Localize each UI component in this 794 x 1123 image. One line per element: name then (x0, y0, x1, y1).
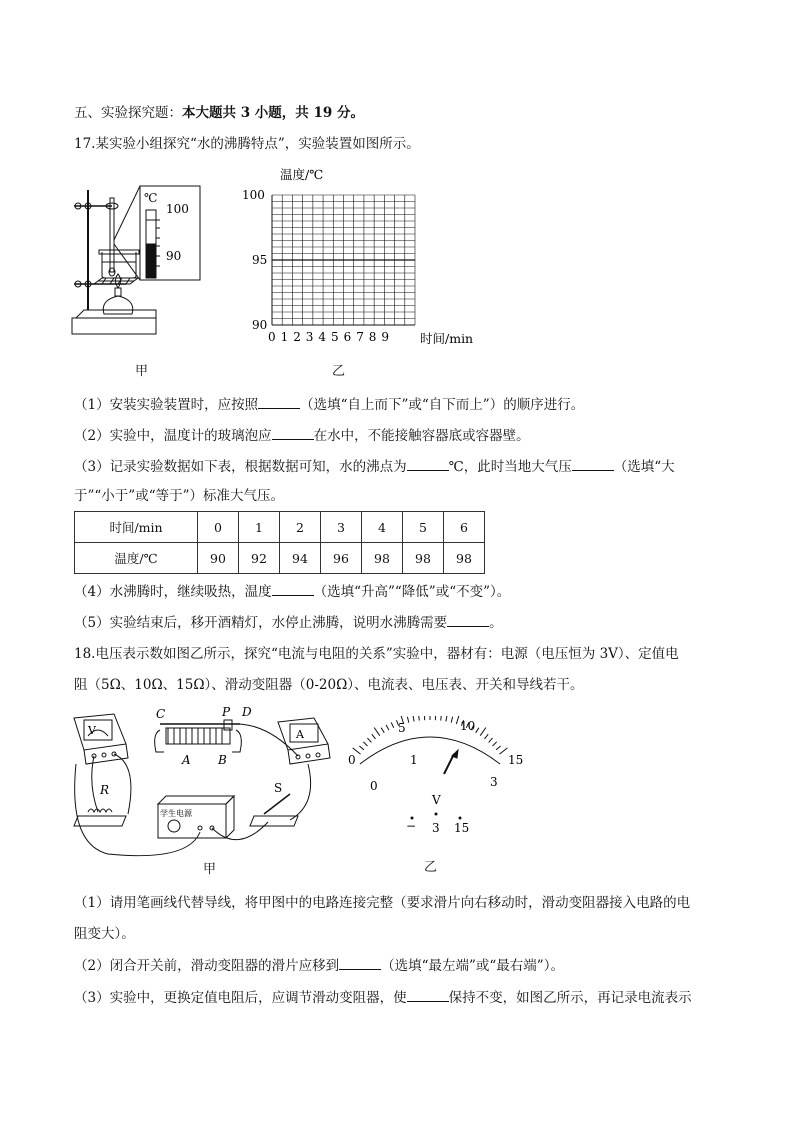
graph-x-axis-label: 时间/min (420, 331, 474, 346)
graph-x-tick: 0 (268, 330, 276, 344)
q18-stem-line2: 阻（5Ω、10Ω、15Ω）、滑动变阻器（0-20Ω）、电流表、电压表、开关和导线若干。 (74, 677, 584, 693)
dial-top-15: 15 (508, 753, 524, 767)
q18-voltmeter-dial (340, 716, 530, 840)
table-row (75, 543, 485, 574)
q17-temperature-graph (240, 165, 490, 350)
table-cell: 0 (198, 512, 239, 543)
table-cell: 2 (280, 512, 321, 543)
graph-x-tick: 3 (305, 330, 314, 344)
table-cell: 98 (444, 543, 485, 574)
graph-y-axis-label: 温度/℃ (280, 167, 324, 182)
q17-data-table (74, 511, 485, 574)
table-cell: 6 (444, 512, 485, 543)
answer-blank[interactable] (572, 456, 614, 471)
table-cell: 98 (362, 543, 403, 574)
answer-blank[interactable] (272, 425, 314, 440)
power-supply-label: 学生电源 (160, 809, 192, 818)
q18-circuit-figure (68, 704, 340, 860)
terminal-A-label: A (182, 753, 191, 767)
q17-part3-cont: 于”“小于”或“等于”）标准大气压。 (74, 488, 285, 504)
dial-terminal-15: 15 (454, 821, 470, 835)
slider-P-label: P (222, 705, 231, 719)
table-row (75, 512, 485, 543)
graph-x-tick: 9 (381, 330, 390, 344)
thermometer-unit: ℃ (144, 191, 158, 205)
answer-blank[interactable] (339, 955, 381, 970)
q17-fig-jia-label: 甲 (135, 364, 149, 379)
q17-fig-yi-label: 乙 (332, 364, 346, 379)
table-header-time: 时间/min (75, 512, 198, 543)
resistor-R-label: R (100, 783, 110, 797)
q18-stem-line1: 18.电压表示数如图乙所示，探究“电流与电阻的关系”实验中，器材有：电源（电压恒为 3V）、定值电 (74, 646, 679, 662)
graph-y-tick-95: 95 (252, 253, 268, 267)
table-cell: 3 (321, 512, 362, 543)
dial-symbol: V (432, 793, 441, 807)
answer-blank[interactable] (258, 394, 300, 409)
table-cell: 94 (280, 543, 321, 574)
table-cell: 4 (362, 512, 403, 543)
q17-part2: （2）实验中，温度计的玻璃泡应 在水中，不能接触容器底或容器壁。 (74, 425, 530, 446)
dial-top-5: 5 (398, 721, 406, 735)
dial-top-0: 0 (348, 753, 356, 767)
table-cell: 1 (239, 512, 280, 543)
switch-S-label: S (274, 781, 283, 795)
table-cell: 98 (403, 543, 444, 574)
graph-y-tick-90: 90 (252, 318, 268, 332)
answer-blank[interactable] (407, 987, 449, 1002)
q17-stem: 17.某实验小组探究“水的沸腾特点”，实验装置如图所示。 (74, 136, 420, 152)
q18-part1: （1）请用笔画线代替导线，将甲图中的电路连接完整（要求滑片向右移动时，滑动变阻器接入电路的电 (74, 895, 691, 911)
answer-blank[interactable] (272, 581, 314, 596)
graph-x-tick: 2 (293, 330, 301, 344)
terminal-B-label: B (218, 753, 227, 767)
dial-terminal-neg: − (406, 819, 417, 833)
thermometer-label-100: 100 (166, 202, 189, 216)
voltmeter-symbol: V (88, 724, 96, 737)
q18-fig-yi-label: 乙 (424, 860, 438, 875)
q18-fig-jia-label: 甲 (203, 862, 217, 877)
graph-x-tick: 7 (356, 330, 364, 344)
table-header-temp: 温度/℃ (75, 543, 198, 574)
graph-y-tick-100: 100 (242, 188, 265, 202)
terminal-D-label: D (242, 705, 252, 719)
answer-blank[interactable] (407, 456, 449, 471)
graph-x-tick: 5 (331, 330, 339, 344)
q17-part3: （3）记录实验数据如下表，根据数据可知，水的沸点为 ℃，此时当地大气压 （选填“大 (74, 456, 675, 477)
table-cell: 90 (198, 543, 239, 574)
ammeter-symbol: A (296, 728, 304, 741)
thermometer-label-90: 90 (166, 249, 182, 263)
q17-part4: （4）水沸腾时，继续吸热，温度 （选填“升高”“降低”或“不变”）。 (74, 581, 510, 602)
table-cell: 92 (239, 543, 280, 574)
dial-top-10: 10 (460, 719, 476, 733)
q17-part5: （5）实验结束后，移开酒精灯，水停止沸腾，说明水沸腾需要 。 (74, 612, 503, 633)
q18-part1-cont: 阻变大）。 (74, 926, 135, 942)
section-heading: 五、实验探究题：本大题共 3 小题，共 19 分。 (74, 105, 364, 121)
terminal-C-label: C (156, 707, 166, 721)
dial-bottom-1: 1 (410, 753, 418, 767)
dial-terminal-3: 3 (432, 821, 440, 835)
table-cell: 96 (321, 543, 362, 574)
graph-x-tick: 6 (343, 330, 352, 344)
answer-blank[interactable] (447, 612, 489, 627)
q17-part1: （1）安装实验装置时，应按照 （选填“自上而下”或“自下而上”）的顺序进行。 (74, 394, 584, 415)
dial-bottom-3: 3 (490, 775, 498, 789)
graph-x-tick: 8 (368, 330, 377, 344)
dial-bottom-0: 0 (370, 779, 378, 793)
graph-x-tick: 4 (318, 330, 327, 344)
q18-part3: （3）实验中，更换定值电阻后，应调节滑动变阻器，使 保持不变，如图乙所示，再记录电流表示 (74, 987, 692, 1008)
graph-x-tick: 1 (280, 330, 289, 344)
q18-part2: （2）闭合开关前，滑动变阻器的滑片应移到 （选填“最左端”或“最右端”）。 (74, 955, 564, 976)
table-cell: 5 (403, 512, 444, 543)
q17-apparatus-figure (66, 180, 206, 340)
